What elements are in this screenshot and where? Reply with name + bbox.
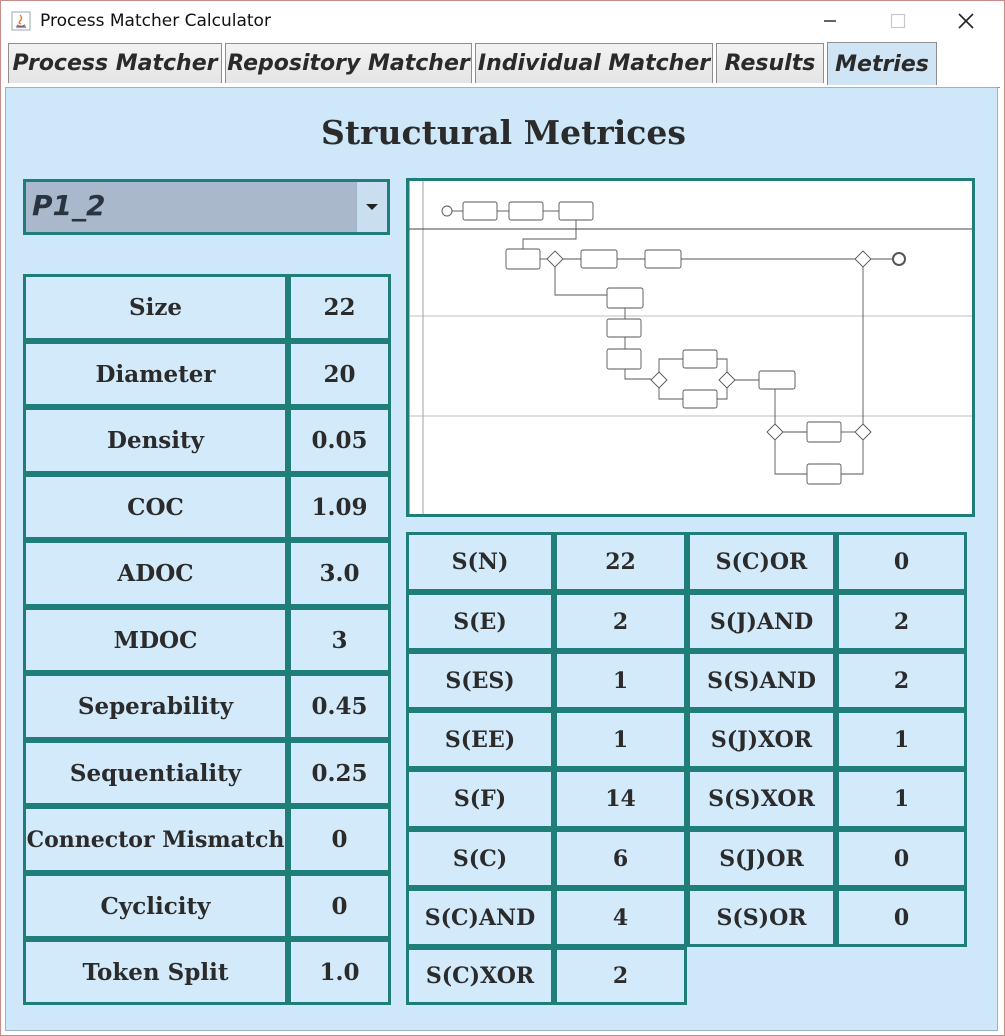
tab-process-matcher[interactable]: Process Matcher bbox=[8, 43, 222, 83]
count-label: S(J)AND bbox=[687, 592, 836, 651]
metric-value: 22 bbox=[288, 274, 391, 341]
close-icon bbox=[957, 12, 975, 30]
count-label: S(EE) bbox=[406, 710, 554, 769]
count-value: 0 bbox=[836, 888, 967, 947]
count-value: 2 bbox=[554, 592, 687, 651]
metric-value: 0 bbox=[288, 806, 391, 873]
metric-label: Seperability bbox=[23, 673, 288, 740]
count-label: S(S)OR bbox=[687, 888, 836, 947]
count-value: 1 bbox=[836, 769, 967, 829]
metric-label: ADOC bbox=[23, 540, 288, 607]
tab-repository-matcher[interactable]: Repository Matcher bbox=[225, 43, 472, 83]
count-label: S(S)AND bbox=[687, 651, 836, 710]
count-label: S(E) bbox=[406, 592, 554, 651]
count-label: S(ES) bbox=[406, 651, 554, 710]
count-label: S(N) bbox=[406, 532, 554, 592]
maximize-button[interactable] bbox=[874, 1, 922, 41]
count-value: 14 bbox=[554, 769, 687, 829]
metric-value: 20 bbox=[288, 341, 391, 407]
metric-value: 0.25 bbox=[288, 740, 391, 806]
count-label: S(C)OR bbox=[687, 532, 836, 592]
count-label: S(C)XOR bbox=[406, 947, 554, 1005]
metric-value: 0.45 bbox=[288, 673, 391, 740]
process-diagram bbox=[406, 178, 975, 517]
window-title: Process Matcher Calculator bbox=[40, 11, 271, 31]
minimize-icon bbox=[823, 14, 837, 28]
close-button[interactable] bbox=[942, 1, 990, 41]
count-label: S(F) bbox=[406, 769, 554, 829]
metric-label: Diameter bbox=[23, 341, 288, 407]
metric-value: 3 bbox=[288, 607, 391, 673]
count-value: 0 bbox=[836, 532, 967, 592]
count-value: 2 bbox=[836, 592, 967, 651]
count-value: 0 bbox=[836, 829, 967, 888]
count-value: 1 bbox=[836, 710, 967, 769]
tab-bar bbox=[5, 43, 1000, 88]
metric-label: Connector Mismatch bbox=[23, 806, 288, 873]
metric-label: Cyclicity bbox=[23, 873, 288, 939]
java-icon bbox=[11, 11, 31, 31]
chevron-down-icon bbox=[365, 202, 379, 212]
count-value: 2 bbox=[554, 947, 687, 1005]
metric-value: 1.09 bbox=[288, 474, 391, 540]
metric-value: 1.0 bbox=[288, 939, 391, 1005]
process-select[interactable] bbox=[23, 179, 390, 235]
minimize-button[interactable] bbox=[806, 1, 854, 41]
count-label: S(J)XOR bbox=[687, 710, 836, 769]
maximize-icon bbox=[890, 13, 906, 29]
count-label: S(S)XOR bbox=[687, 769, 836, 829]
metric-label: Density bbox=[23, 407, 288, 474]
count-label: S(J)OR bbox=[687, 829, 836, 888]
count-value: 1 bbox=[554, 651, 687, 710]
metric-label: Token Split bbox=[23, 939, 288, 1005]
metric-value: 3.0 bbox=[288, 540, 391, 607]
metric-value: 0 bbox=[288, 873, 391, 939]
count-label: S(C)AND bbox=[406, 888, 554, 947]
tab-results[interactable]: Results bbox=[716, 43, 824, 83]
metric-label: MDOC bbox=[23, 607, 288, 673]
count-value: 22 bbox=[554, 532, 687, 592]
process-select-value: P1_2 bbox=[32, 189, 106, 222]
tab-metries[interactable]: Metries bbox=[827, 42, 937, 85]
count-value: 1 bbox=[554, 710, 687, 769]
count-value: 4 bbox=[554, 888, 687, 947]
count-value: 2 bbox=[836, 651, 967, 710]
metric-value: 0.05 bbox=[288, 407, 391, 474]
title-bar bbox=[1, 1, 1004, 41]
metric-label: Sequentiality bbox=[23, 740, 288, 806]
bpmn-diagram bbox=[409, 181, 972, 514]
dropdown-button[interactable] bbox=[356, 182, 387, 232]
count-label: S(C) bbox=[406, 829, 554, 888]
metric-label: Size bbox=[23, 274, 288, 341]
metric-label: COC bbox=[23, 474, 288, 540]
count-value: 6 bbox=[554, 829, 687, 888]
tab-individual-matcher[interactable]: Individual Matcher bbox=[475, 43, 713, 83]
page-title: Structural Metrices bbox=[321, 113, 686, 152]
